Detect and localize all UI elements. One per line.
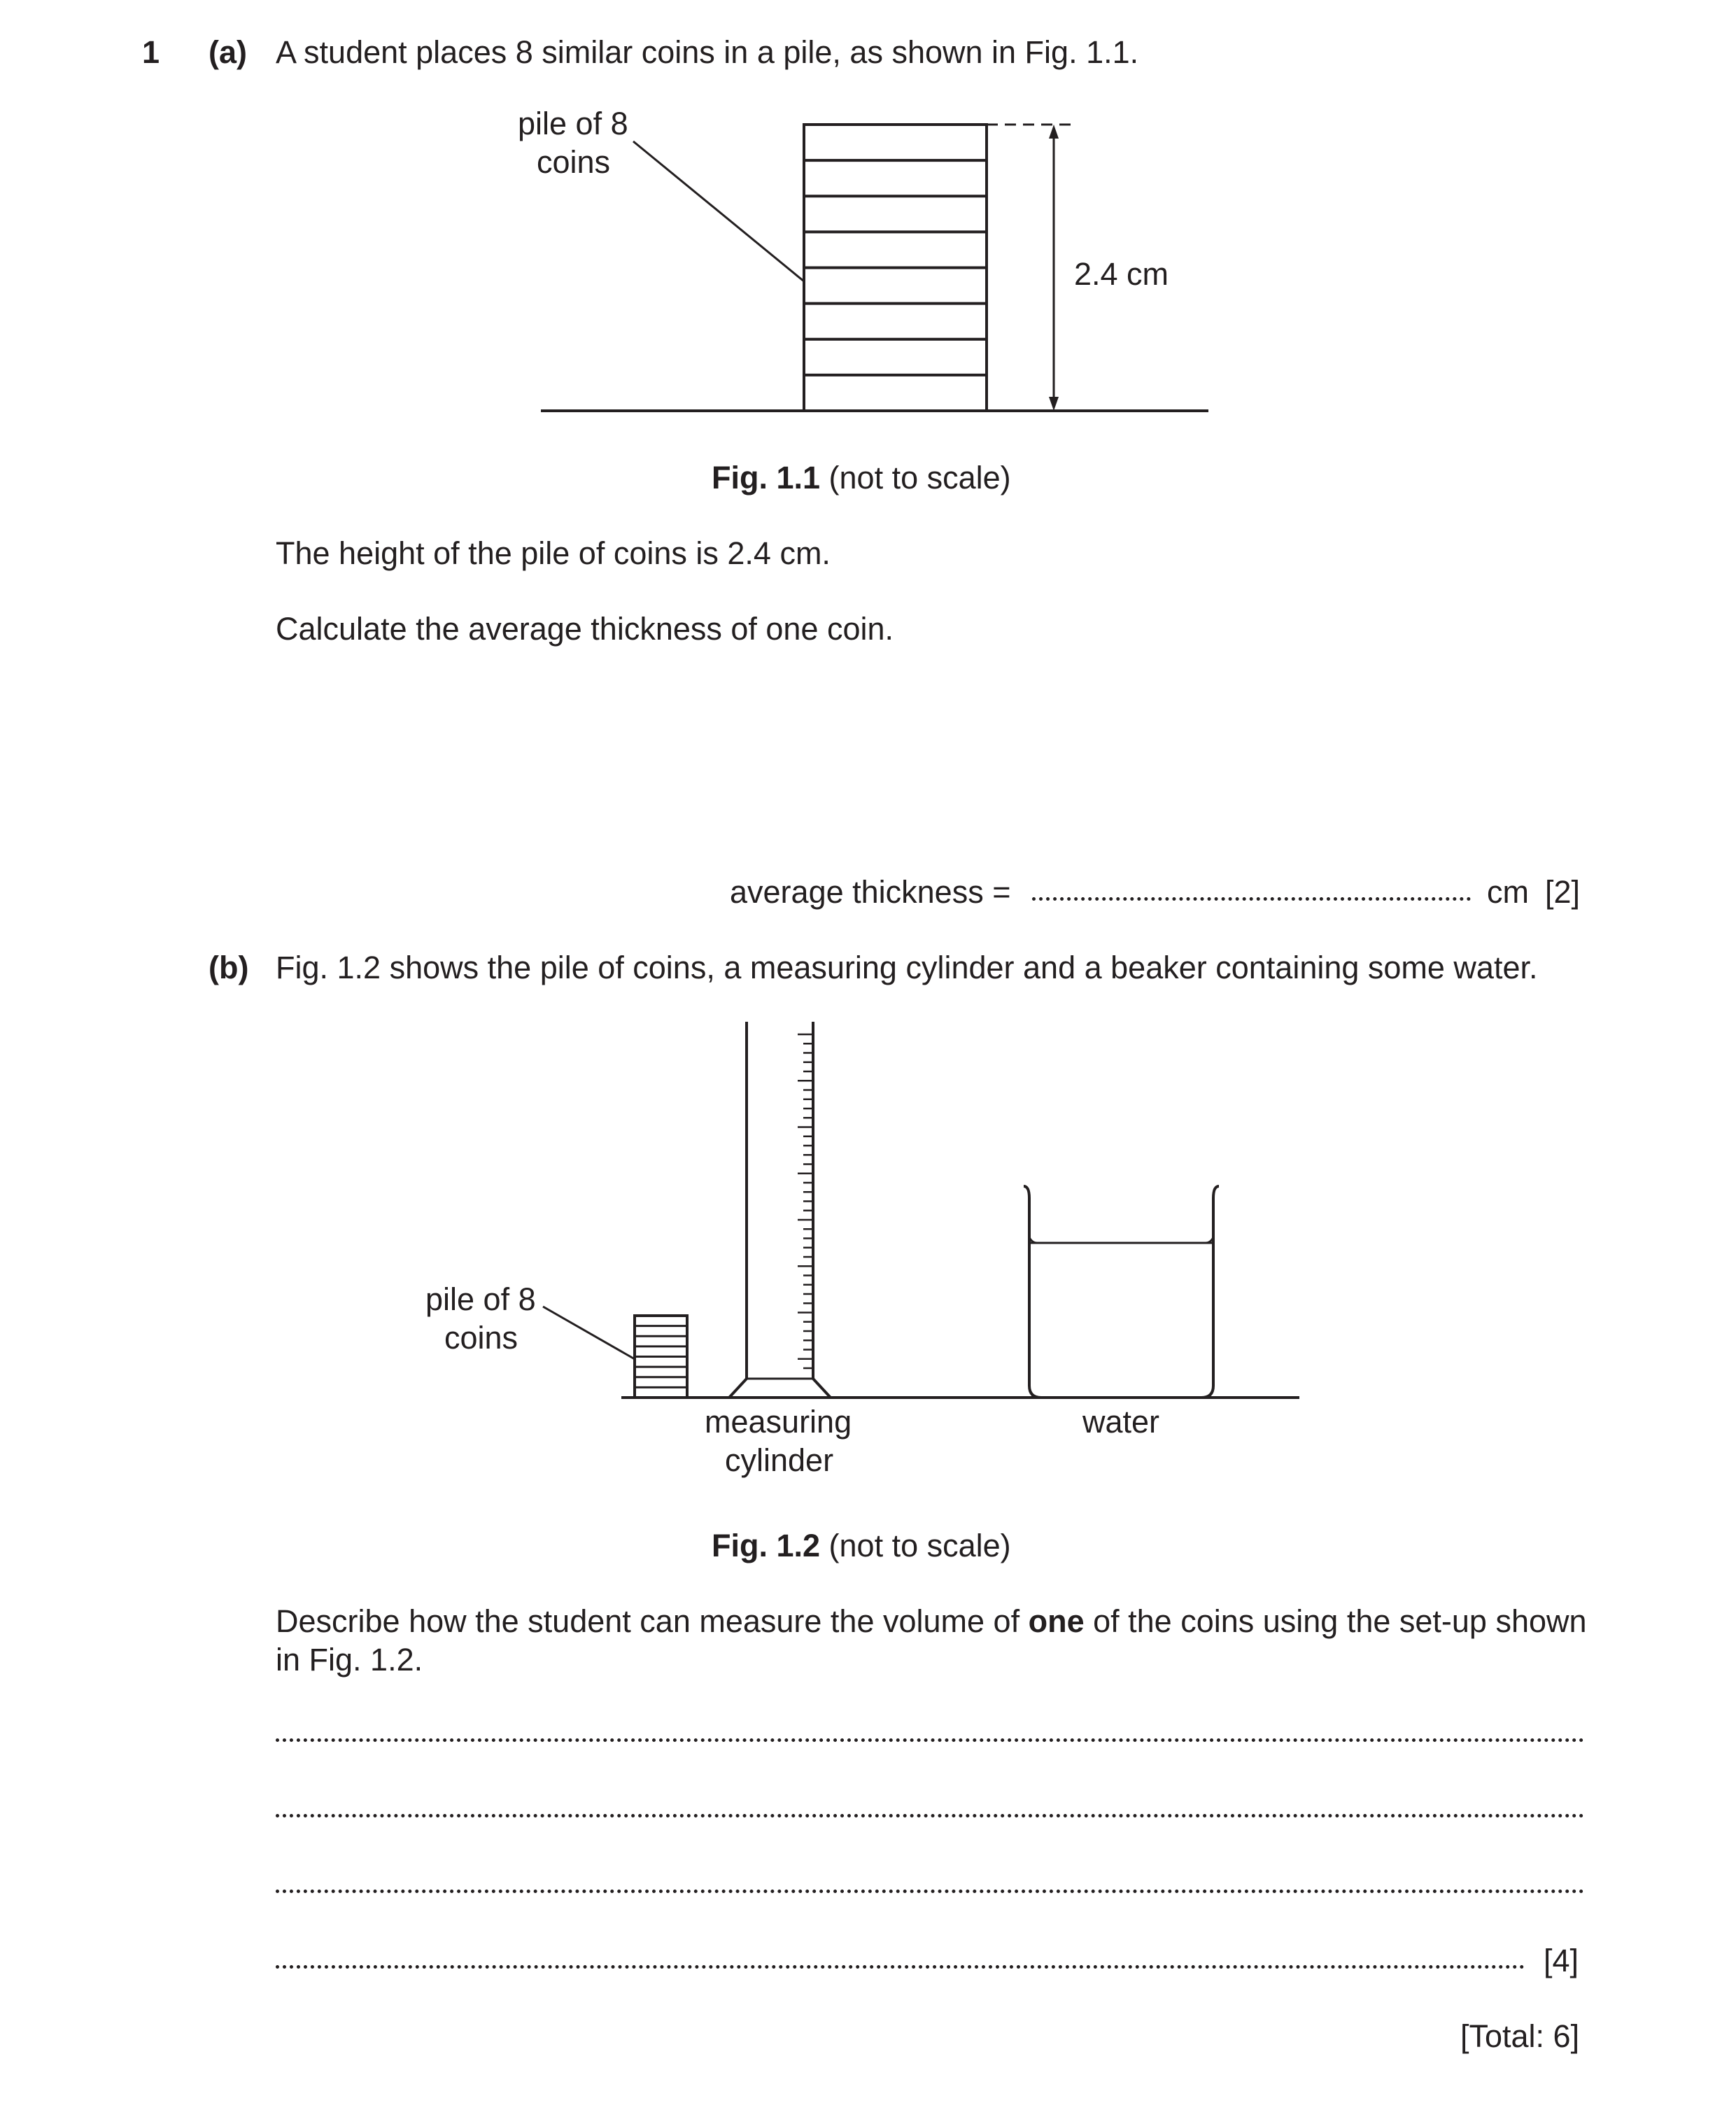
fig2-caption-note: (not to scale) — [820, 1528, 1011, 1563]
marks-part-b: [4] — [1544, 1943, 1579, 1978]
answer-line-3[interactable] — [276, 1890, 1584, 1893]
fig2-cylinder-graduations — [798, 1034, 813, 1368]
total-marks: [Total: 6] — [1460, 2018, 1580, 2054]
part-b-task-after: of the coins using the set-up shown — [1084, 1603, 1587, 1639]
question-number: 1 — [142, 34, 160, 70]
fig2-cylinder-label-line1: measuring — [705, 1404, 852, 1440]
fig2-caption-number: Fig. 1.2 — [712, 1528, 821, 1563]
part-b-intro: Fig. 1.2 shows the pile of coins, a measuring cylinder and a beaker containing some water. — [276, 950, 1538, 985]
fig2-caption — [712, 1527, 1011, 1565]
answer-line-4[interactable] — [276, 1965, 1525, 1969]
fig2-pile-label-line2: coins — [444, 1320, 518, 1356]
fig1-caption-note: (not to scale) — [820, 460, 1011, 495]
fig2-water-label: water — [1082, 1404, 1160, 1440]
fig2-beaker — [1024, 1186, 1219, 1398]
part-b-task-before: Describe how the student can measure the volume of — [276, 1603, 1029, 1639]
fig1-pile-label-line2: coins — [537, 144, 611, 180]
fig2-cylinder-foot — [729, 1379, 831, 1398]
fig2-coin-divisions — [635, 1326, 687, 1388]
fig2-pile-label-line1: pile of 8 — [425, 1281, 536, 1317]
part-a-task: Calculate the average thickness of one coin. — [276, 611, 894, 647]
answer-line-1[interactable] — [276, 1738, 1584, 1742]
part-b-task-line1 — [276, 1603, 1587, 1640]
part-b-task-emphasis: one — [1028, 1603, 1085, 1639]
part-a-intro: A student places 8 similar coins in a pile, as shown in Fig. 1.1. — [276, 34, 1139, 70]
fig1-caption-number: Fig. 1.1 — [712, 460, 821, 495]
part-b-label: (b) — [209, 950, 249, 985]
answer-unit: cm — [1487, 874, 1529, 910]
fig2-label-leader — [543, 1307, 635, 1359]
fig1-height-label: 2.4 cm — [1074, 256, 1169, 292]
part-b-task-line2: in Fig. 1.2. — [276, 1642, 423, 1678]
fig2-cylinder-label-line2: cylinder — [725, 1442, 834, 1478]
marks-part-a: [2] — [1545, 874, 1581, 910]
part-a-label: (a) — [209, 34, 247, 70]
part-a-statement: The height of the pile of coins is 2.4 cm. — [276, 535, 831, 571]
answer-line-2[interactable] — [276, 1814, 1584, 1817]
fig1-pile-label-line1: pile of 8 — [518, 106, 628, 141]
answer-prefix: average thickness = — [730, 874, 1011, 910]
